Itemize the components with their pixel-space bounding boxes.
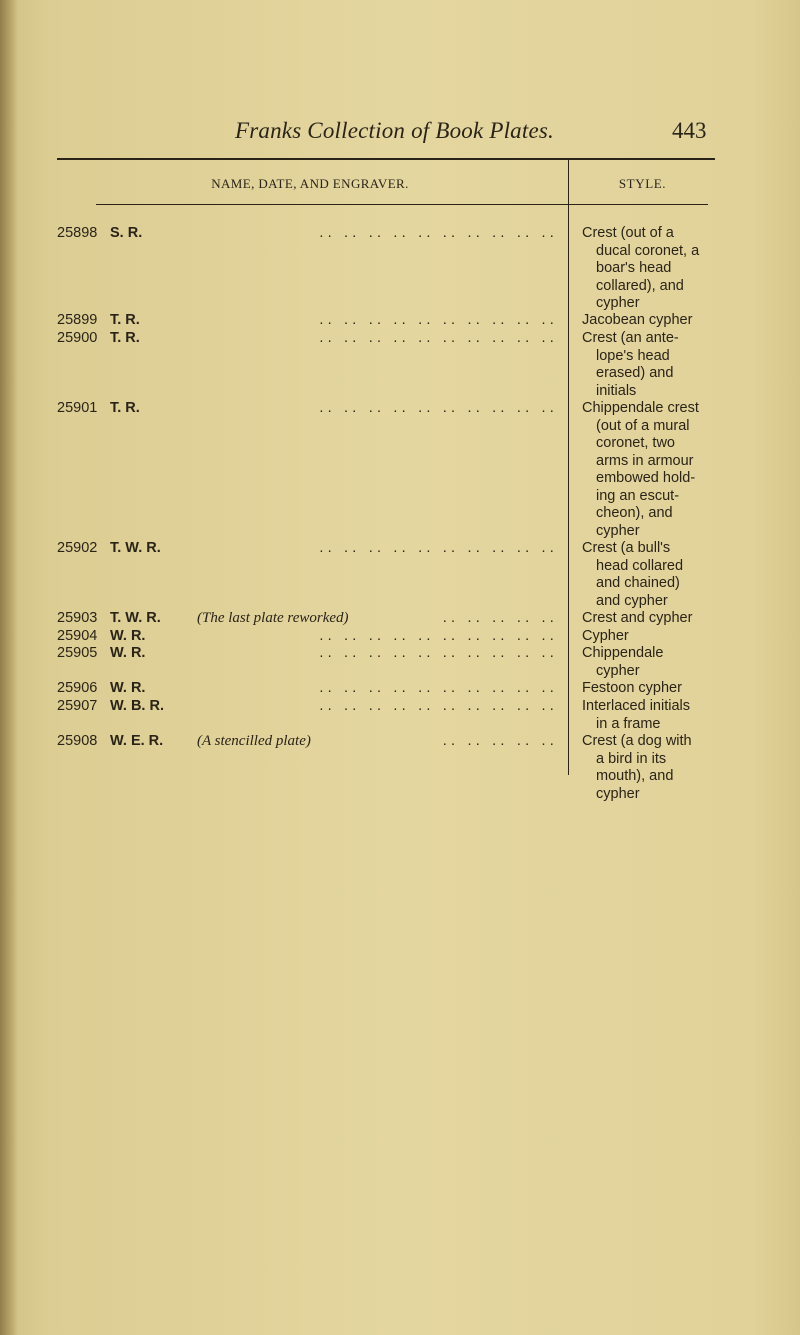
table-row: [57, 400, 562, 419]
table-row: [57, 698, 562, 717]
style-entry: [582, 400, 797, 540]
dot-leader: .. .. .. .. .. .. .. .. .. ..: [319, 400, 558, 416]
plate-number: 25902: [57, 540, 98, 556]
style-entry: [582, 330, 797, 400]
style-line: mouth), and: [596, 768, 674, 784]
table-row: [57, 733, 562, 752]
dot-leader: .. .. .. .. .. .. .. .. .. ..: [319, 628, 558, 644]
dot-leader: .. .. .. .. .. .. .. .. .. ..: [319, 540, 558, 556]
style-line: cypher: [596, 522, 640, 539]
engraver-initials: T. W. R.: [110, 540, 161, 556]
style-line: cheon), and: [596, 505, 673, 521]
style-line: Chippendale: [582, 645, 664, 661]
table-row: [57, 330, 562, 349]
style-line: Festoon cypher: [582, 680, 682, 696]
style-entry: [582, 645, 797, 680]
plate-note: (The last plate reworked): [197, 610, 349, 626]
dot-leader: .. .. .. .. .. .. .. .. .. ..: [319, 312, 558, 328]
plate-number: 25903: [57, 610, 98, 626]
style-line: a bird in its: [596, 750, 667, 767]
dot-leader: .. .. .. .. .. .. .. .. .. ..: [319, 330, 558, 346]
table-row: [57, 645, 562, 664]
style-line: Interlaced initials: [582, 698, 690, 714]
style-entry: [582, 628, 797, 646]
style-line: Crest (a dog with: [582, 733, 692, 749]
engraver-initials: W. B. R.: [110, 698, 164, 714]
style-line: (out of a mural: [596, 417, 690, 434]
style-line: Cypher: [582, 628, 629, 644]
engraver-initials: W. R.: [110, 680, 146, 696]
plate-number: 25899: [57, 312, 98, 328]
style-entry: [582, 680, 797, 698]
style-line: ing an escut-: [596, 487, 680, 504]
style-line: arms in armour: [596, 452, 694, 469]
running-head: [0, 118, 800, 148]
style-line: collared), and: [596, 277, 684, 294]
style-line: Crest and cypher: [582, 610, 693, 626]
style-entry: [582, 312, 797, 330]
style-line: in a frame: [596, 715, 661, 732]
style-entry: [582, 733, 797, 803]
dot-leader: .. .. .. .. .. .. .. .. .. ..: [319, 645, 558, 661]
dot-leader: .. .. .. .. ..: [442, 733, 558, 749]
plate-number: 25908: [57, 733, 98, 749]
dot-leader: .. .. .. .. ..: [442, 610, 558, 626]
plate-number: 25901: [57, 400, 98, 416]
engraver-initials: W. E. R.: [110, 733, 164, 749]
style-line: lope's head: [596, 347, 670, 364]
column-divider: [568, 160, 569, 775]
table-row: [57, 312, 562, 331]
style-entry: [582, 540, 797, 610]
plate-note: (A stencilled plate): [197, 733, 311, 749]
plate-number: 25904: [57, 628, 98, 644]
style-line: erased) and: [596, 365, 674, 381]
running-title: Franks Collection of Book Plates.: [235, 118, 554, 143]
style-line: cypher: [596, 785, 640, 802]
table-header-rule: [96, 204, 708, 205]
style-line: cypher: [596, 662, 640, 679]
plate-number: 25906: [57, 680, 98, 696]
table-row: [57, 540, 562, 559]
style-line: embowed hold-: [596, 470, 696, 486]
table-row: [57, 610, 562, 629]
engraver-initials: T. R.: [110, 400, 140, 416]
style-line: Jacobean cypher: [582, 312, 693, 328]
engraver-initials: T. W. R.: [110, 610, 161, 626]
engraver-initials: W. R.: [110, 645, 146, 661]
style-line: coronet, two: [596, 435, 675, 451]
style-line: ducal coronet, a: [596, 242, 700, 259]
table-top-rule: [57, 158, 715, 160]
style-line: Chippendale crest: [582, 400, 699, 416]
style-entry: [582, 698, 797, 733]
plate-number: 25907: [57, 698, 98, 714]
style-line: and chained): [596, 575, 680, 591]
engraver-initials: T. R.: [110, 312, 140, 328]
dot-leader: .. .. .. .. .. .. .. .. .. ..: [319, 225, 558, 241]
table-row: [57, 680, 562, 699]
style-line: cypher: [596, 295, 640, 311]
engraver-initials: S. R.: [110, 225, 143, 241]
style-line: boar's head: [596, 260, 672, 276]
table-row: [57, 225, 562, 244]
plate-number: 25905: [57, 645, 98, 661]
style-line: initials: [596, 382, 637, 399]
style-line: Crest (a bull's: [582, 540, 671, 556]
style-entry: [582, 225, 797, 313]
book-spine-shadow: [0, 0, 18, 1335]
dot-leader: .. .. .. .. .. .. .. .. .. ..: [319, 680, 558, 696]
style-line: Crest (out of a: [582, 225, 674, 241]
style-line: head collared: [596, 557, 684, 574]
plate-number: 25900: [57, 330, 98, 346]
engraver-initials: W. R.: [110, 628, 146, 644]
style-entry: [582, 610, 797, 628]
column-header-style: STYLE.: [618, 176, 667, 191]
style-line: Crest (an ante-: [582, 330, 679, 346]
engraver-initials: T. R.: [110, 330, 140, 346]
plate-number: 25898: [57, 225, 98, 241]
column-header-name: NAME, DATE, AND ENGRAVER.: [211, 176, 409, 191]
style-line: and cypher: [596, 592, 668, 609]
page-number: 443: [672, 118, 707, 143]
dot-leader: .. .. .. .. .. .. .. .. .. ..: [319, 698, 558, 714]
